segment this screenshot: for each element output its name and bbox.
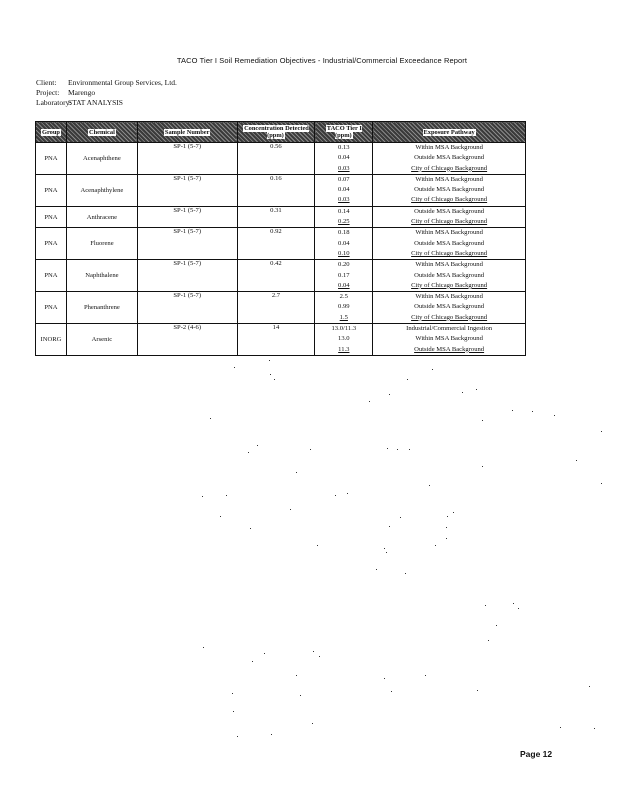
taco-value: 2.5	[339, 293, 348, 301]
taco-value: 13.0	[338, 335, 350, 343]
speck	[485, 605, 486, 606]
speck	[496, 625, 497, 626]
speck	[226, 495, 227, 496]
speck	[397, 449, 398, 450]
table-row	[36, 206, 526, 228]
cell-sample: SP-2 (4-6)	[137, 324, 237, 356]
taco-value: 0.03	[338, 164, 350, 172]
pathway-value: Within MSA Background	[415, 175, 483, 183]
cell-taco	[315, 174, 373, 206]
table-row	[36, 174, 526, 206]
cell-sample: SP-1 (5-7)	[137, 228, 237, 260]
taco-value: 0.04	[338, 281, 350, 289]
cell-concentration: 0.31	[237, 206, 315, 228]
cell-pathway	[373, 206, 526, 228]
pathway-value: Within MSA Background	[415, 335, 483, 343]
speck	[376, 569, 377, 570]
taco-value: 0.25	[338, 218, 350, 226]
cell-group: PNA	[36, 228, 67, 260]
speck	[462, 392, 463, 393]
speck	[269, 360, 270, 361]
meta-client	[36, 78, 177, 88]
speck	[384, 678, 385, 679]
speck	[290, 509, 291, 510]
speck	[389, 394, 390, 395]
cell-chemical: Fluorene	[66, 228, 137, 260]
pathway-value: Industrial/Commercial Ingestion	[406, 325, 493, 333]
speck	[202, 496, 203, 497]
meta-label: Project:	[36, 88, 60, 97]
pathway-value: Within MSA Background	[415, 229, 483, 237]
taco-value: 0.99	[338, 303, 350, 311]
cell-taco	[315, 292, 373, 324]
cell-pathway	[373, 292, 526, 324]
speck	[220, 516, 221, 517]
speck	[264, 653, 265, 654]
speck	[257, 445, 258, 446]
cell-group: PNA	[36, 292, 67, 324]
speck	[347, 493, 348, 494]
cell-group: PNA	[36, 260, 67, 292]
speck	[405, 573, 406, 574]
table-row	[36, 228, 526, 260]
cell-sample: SP-1 (5-7)	[137, 260, 237, 292]
taco-value: 0.04	[338, 239, 350, 247]
cell-chemical: Acenaphthene	[66, 143, 137, 175]
cell-group: PNA	[36, 143, 67, 175]
taco-value: 11.3	[338, 345, 350, 353]
speck	[476, 389, 477, 390]
cell-sample: SP-1 (5-7)	[137, 206, 237, 228]
speck	[271, 734, 272, 735]
speck	[274, 379, 275, 380]
cell-group: INORG	[36, 324, 67, 356]
cell-concentration: 0.16	[237, 174, 315, 206]
taco-value: 0.10	[338, 249, 350, 257]
speck	[369, 401, 370, 402]
speck	[250, 528, 251, 529]
meta-value: Marengo	[68, 88, 96, 97]
speck	[518, 608, 519, 609]
speck	[317, 545, 318, 546]
speck	[601, 483, 602, 484]
table-header-row	[36, 122, 526, 143]
cell-chemical: Anthracene	[66, 206, 137, 228]
speck	[576, 460, 577, 461]
col-header-group: Group	[36, 122, 67, 143]
cell-chemical: Acenaphthylene	[66, 174, 137, 206]
taco-value: 0.04	[338, 154, 350, 162]
cell-pathway	[373, 174, 526, 206]
pathway-value: City of Chicago Background	[411, 249, 488, 257]
table-row	[36, 143, 526, 175]
cell-concentration: 2.7	[237, 292, 315, 324]
pathway-value: Outside MSA Background	[414, 345, 485, 353]
speck	[560, 727, 561, 728]
cell-chemical: Naphthalene	[66, 260, 137, 292]
meta-value: STAT ANALYSIS	[68, 98, 123, 107]
cell-taco	[315, 143, 373, 175]
col-header-chemical: Chemical	[66, 122, 137, 143]
cell-sample: SP-1 (5-7)	[137, 143, 237, 175]
cell-group: PNA	[36, 206, 67, 228]
pathway-value: Within MSA Background	[415, 144, 483, 151]
speck	[601, 431, 602, 432]
col-header-sample: Sample Number	[137, 122, 237, 143]
taco-value: 0.04	[338, 186, 350, 194]
speck	[335, 495, 336, 496]
speck	[488, 640, 489, 641]
speck	[312, 723, 313, 724]
speck	[554, 415, 555, 416]
report-meta	[36, 78, 177, 108]
col-header-taco: TACO Tier I (ppm)	[315, 122, 373, 143]
speck	[407, 379, 408, 380]
speck	[589, 686, 590, 687]
speck	[532, 411, 533, 412]
pathway-value: Outside MSA Background	[414, 154, 485, 162]
col-header-pathway: Exposure Pathway	[373, 122, 526, 143]
speck	[319, 656, 320, 657]
speck	[513, 603, 514, 604]
speck	[453, 512, 454, 513]
cell-sample: SP-1 (5-7)	[137, 292, 237, 324]
speck	[384, 548, 385, 549]
pathway-value: City of Chicago Background	[411, 218, 488, 226]
cell-chemical: Phenanthrene	[66, 292, 137, 324]
cell-pathway	[373, 324, 526, 356]
speck	[313, 651, 314, 652]
page-number: Page 12	[520, 749, 553, 759]
meta-value: Environmental Group Services, Ltd.	[68, 78, 177, 87]
speck	[389, 526, 390, 527]
speck	[237, 736, 238, 737]
meta-label: Laboratory:	[36, 98, 72, 107]
pathway-value: Within MSA Background	[415, 261, 483, 269]
speck	[435, 545, 436, 546]
speck	[386, 552, 387, 553]
cell-pathway	[373, 260, 526, 292]
cell-taco	[315, 324, 373, 356]
taco-value: 0.17	[338, 271, 350, 279]
report-title: TACO Tier I Soil Remediation Objectives - Industrial/Commercial Exceedance Report	[176, 56, 468, 65]
pathway-value: City of Chicago Background	[411, 281, 488, 289]
cell-taco	[315, 260, 373, 292]
taco-value: 0.20	[338, 261, 350, 269]
speck	[252, 661, 253, 662]
speck	[594, 728, 595, 729]
speck	[429, 485, 430, 486]
table-row	[36, 324, 526, 356]
speck	[270, 374, 271, 375]
cell-taco	[315, 228, 373, 260]
pathway-value: Outside MSA Background	[414, 303, 485, 311]
speck	[482, 466, 483, 467]
taco-value: 0.03	[338, 196, 350, 204]
speck	[296, 675, 297, 676]
cell-concentration: 0.56	[237, 143, 315, 175]
speck	[300, 695, 301, 696]
meta-project	[36, 88, 177, 98]
speck	[446, 527, 447, 528]
pathway-value: City of Chicago Background	[411, 313, 488, 321]
cell-pathway	[373, 143, 526, 175]
cell-chemical: Arsenic	[66, 324, 137, 356]
table-row	[36, 292, 526, 324]
speck	[210, 418, 211, 419]
taco-value: 1.5	[339, 313, 348, 321]
speck	[232, 693, 233, 694]
cell-sample: SP-1 (5-7)	[137, 174, 237, 206]
pathway-value: Within MSA Background	[415, 293, 483, 301]
speck	[446, 538, 447, 539]
pathway-value: City of Chicago Background	[411, 196, 488, 204]
taco-value: 0.07	[338, 175, 350, 183]
taco-value: 0.14	[338, 207, 350, 215]
speck	[432, 369, 433, 370]
taco-value: 0.18	[338, 229, 350, 237]
speck	[477, 690, 478, 691]
cell-pathway	[373, 228, 526, 260]
pathway-value: Outside MSA Background	[414, 239, 485, 247]
taco-value: 13.0/11.3	[331, 325, 357, 333]
speck	[482, 420, 483, 421]
pathway-value: Outside MSA Background	[414, 271, 485, 279]
speck	[447, 516, 448, 517]
pathway-value: City of Chicago Background	[411, 164, 488, 172]
speck	[233, 711, 234, 712]
meta-laboratory	[36, 98, 177, 108]
cell-group: PNA	[36, 174, 67, 206]
pathway-value: Outside MSA Background	[414, 207, 485, 215]
speck	[310, 449, 311, 450]
speck	[296, 472, 297, 473]
cell-concentration: 0.92	[237, 228, 315, 260]
pathway-value: Outside MSA Background	[414, 186, 485, 194]
speck	[425, 675, 426, 676]
cell-concentration: 0.42	[237, 260, 315, 292]
table-row	[36, 260, 526, 292]
taco-value: 0.13	[338, 144, 350, 151]
speck	[409, 449, 410, 450]
speck	[400, 517, 401, 518]
cell-taco	[315, 206, 373, 228]
col-header-concentration: Concentration Detected (ppm)	[237, 122, 315, 143]
speck	[248, 452, 249, 453]
speck	[234, 367, 235, 368]
speck	[512, 410, 513, 411]
speck	[203, 647, 204, 648]
cell-concentration: 14	[237, 324, 315, 356]
exceedance-table	[35, 121, 526, 356]
speck	[391, 691, 392, 692]
meta-label: Client:	[36, 78, 57, 87]
speck	[387, 448, 388, 449]
